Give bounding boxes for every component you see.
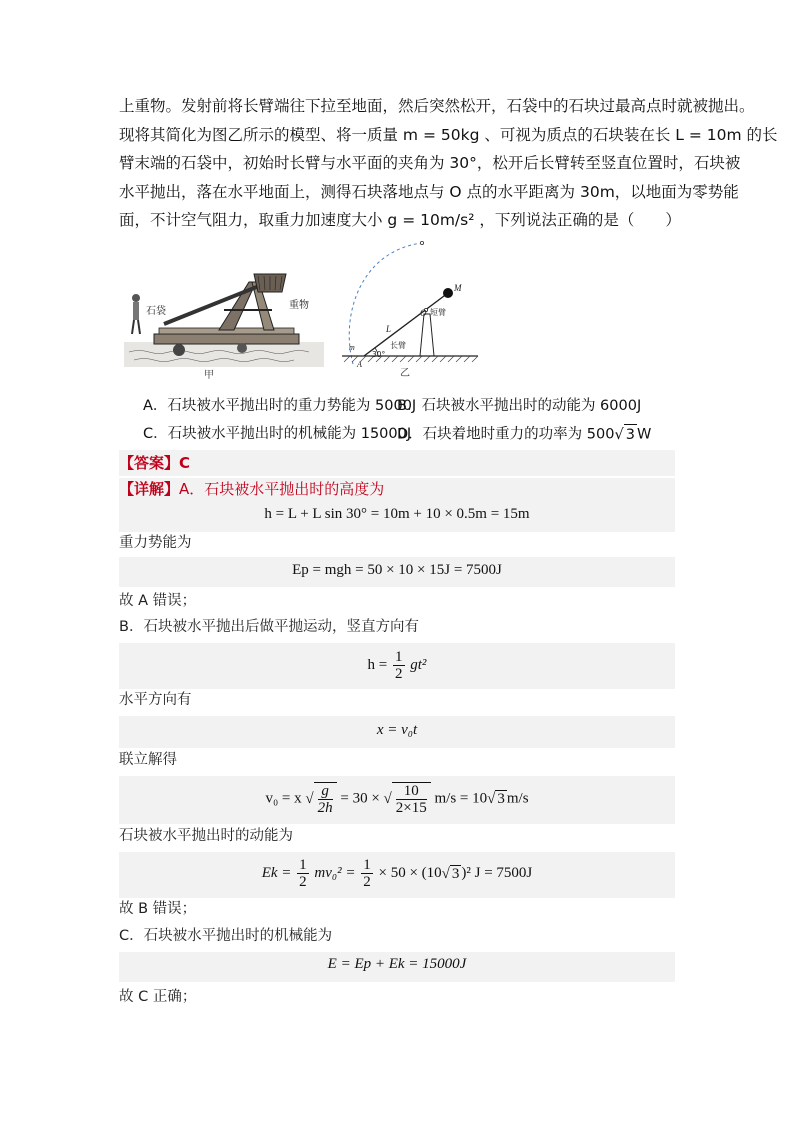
detail-box-3 [119,643,675,689]
label-long-arm: 长臂 [390,341,406,350]
detail-box-6 [119,852,675,898]
problem-line-4: 水平抛出，落在水平地面上，测得石块落地点与 O 点的水平距离为 30m，以地面为零势能 [119,183,739,201]
detail-a-text: A．石块被水平抛出时的高度为 [179,480,385,498]
option-b: B．石块被水平抛出时的动能为 6000J [397,398,642,414]
detail-box-2 [119,557,675,587]
problem-line-3: 臂末端的石袋中，初始时长臂与水平面的夹角为 30°，松开后长臂转至竖直位置时，石块被 [119,154,741,172]
text-c-right: 故 C 正确； [119,989,197,1005]
text-solve: 联立解得 [119,752,177,768]
detail-heading [119,478,384,500]
sqrt-symbol: √ 3 [614,424,636,445]
text-b-intro: B．石块被水平抛出后做平抛运动，竖直方向有 [119,619,419,635]
sqrt-symbol: √ 3 [487,791,505,807]
formula-vertical: h = $\frac{1}{2}$ gt² [367,649,427,682]
option-d [397,424,651,445]
problem-line-5: 面，不计空气阻力，取重力加速度大小 g = 10m/s² ，下列说法正确的是（ ） [119,211,681,229]
model-diagram [340,236,485,378]
formula-mechanical-energy: E = Ep + Ek = 15000J [327,956,467,972]
figure-yi [340,236,485,378]
formula-height: h = L + L sin 30° = 10m + 10 × 0.5m = 15m [264,506,530,522]
option-d-suffix: W [636,426,652,443]
option-d-prefix: D．石块着地时重力的功率为 500 [397,426,615,443]
caption-yi: 乙 [400,368,410,378]
fraction-half: $\frac{1}{2}$ [395,649,403,682]
figure-jia [124,262,324,382]
sqrt-symbol: √ 3 [441,865,460,882]
label-m: m [349,343,355,352]
label-A: A [357,360,362,369]
label-O: O [420,308,427,318]
catapult-illustration [124,262,324,382]
formula-velocity: v₀ = x √ $\frac{g}{2h}$ = 30 × √ $\frac{10}{2\times 15}$ m/s = 10√ 3 m/s [265,783,529,816]
problem-line-2: 现将其简化为图乙所示的模型、将一质量 m = 50kg 、可视为质点的石块装在长 L = 10m 的长 [119,126,778,144]
label-weight: 重物 [289,300,309,311]
detail-box-5 [119,776,675,824]
option-c: C．石块被水平抛出时的机械能为 15000J [143,426,412,442]
label-short-arm: 短臂 [430,308,446,317]
label-L: L [386,324,392,334]
formula-kinetic-energy: Ek = $\frac{1}{2}$ mv₀² = $\frac{1}{2}$ × 50 × (10√ 3 )² J = 7500J [261,857,533,890]
text-potential-energy: 重力势能为 [119,535,192,551]
detail-box-7 [119,952,675,982]
text-c-intro: C．石块被水平抛出时的机械能为 [119,928,333,944]
detail-label: 【详解】 [119,480,180,498]
text-a-wrong: 故 A 错误； [119,593,197,609]
text-horizontal: 水平方向有 [119,692,192,708]
sqrt-symbol: √ $\frac{g}{2h}$ [305,782,336,816]
label-stone-bag: 石袋 [146,306,166,317]
formula-potential-energy: Ep = mgh = 50 × 10 × 15J = 7500J [292,562,502,578]
detail-box-4 [119,716,675,748]
sqrt-symbol: √ $\frac{10}{2\times 15}$ [384,782,431,816]
label-angle: 30° [372,350,386,359]
answer-label: 【答案】C [119,454,191,472]
label-M: M [454,283,462,293]
problem-line-1: 上重物。发射前将长臂端往下拉至地面，然后突然松开，石袋中的石块过最高点时就被抛出。 [119,97,755,115]
caption-jia: 甲 [204,370,214,381]
formula-horizontal: x = v₀t [376,722,418,738]
answer-row [119,450,675,476]
text-b-wrong: 故 B 错误； [119,901,197,917]
text-kinetic-energy: 石块被水平抛出时的动能为 [119,828,293,844]
option-a: A．石块被水平抛出时的重力势能为 5000J [143,398,417,414]
